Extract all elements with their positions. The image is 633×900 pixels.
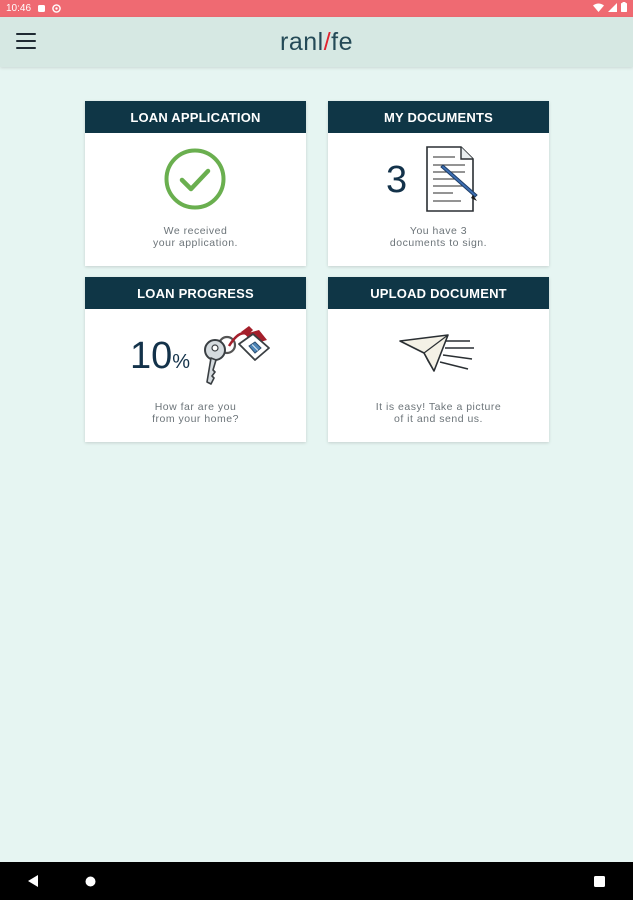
my-documents-card[interactable] bbox=[328, 101, 549, 266]
brand-slash: / bbox=[323, 28, 332, 56]
system-navigation-bar bbox=[0, 862, 633, 900]
notification-icon bbox=[37, 4, 46, 13]
loan-progress-title: LOAN PROGRESS bbox=[137, 285, 254, 301]
loan-progress-percent-sign: % bbox=[172, 351, 191, 373]
loan-progress-caption-line2: from your home? bbox=[152, 413, 239, 425]
loan-application-caption-line2: your application. bbox=[153, 237, 238, 249]
status-right bbox=[593, 2, 627, 15]
loan-progress-percent: 10 bbox=[130, 335, 173, 377]
loan-application-caption-line1: We received bbox=[163, 225, 228, 237]
loan-progress-value bbox=[130, 335, 190, 378]
loan-progress-caption-line1: How far are you bbox=[154, 401, 237, 413]
brand-logo bbox=[0, 28, 633, 57]
upload-document-caption bbox=[328, 401, 549, 425]
upload-document-title: UPLOAD DOCUMENT bbox=[370, 285, 507, 301]
loan-progress-caption bbox=[85, 401, 306, 425]
app-bar bbox=[0, 17, 633, 67]
status-bar bbox=[0, 0, 633, 17]
my-documents-title: MY DOCUMENTS bbox=[383, 109, 494, 125]
my-documents-caption-line1: You have 3 bbox=[409, 225, 468, 237]
battery-icon bbox=[621, 2, 627, 15]
my-documents-caption-line2: documents to sign. bbox=[389, 237, 488, 249]
brand-text-end: fe bbox=[331, 28, 353, 56]
documents-count: 3 bbox=[386, 159, 408, 201]
check-circle-icon bbox=[163, 147, 227, 211]
house-keys-icon bbox=[197, 322, 277, 388]
upload-document-caption-line2: of it and send us. bbox=[394, 413, 483, 425]
brand-text-start: ranl bbox=[280, 28, 324, 56]
loan-application-title: LOAN APPLICATION bbox=[130, 109, 261, 125]
status-left bbox=[6, 3, 61, 14]
upload-document-header bbox=[328, 277, 549, 309]
wifi-icon bbox=[593, 3, 604, 15]
loan-application-caption bbox=[85, 225, 306, 249]
my-documents-header bbox=[328, 101, 549, 133]
my-documents-caption bbox=[328, 225, 549, 249]
home-icon[interactable] bbox=[85, 876, 96, 887]
loan-progress-header bbox=[85, 277, 306, 309]
loan-application-card[interactable] bbox=[85, 101, 306, 266]
loan-progress-card[interactable] bbox=[85, 277, 306, 442]
data-saver-icon bbox=[52, 4, 61, 13]
document-sign-icon bbox=[425, 145, 479, 213]
back-icon[interactable] bbox=[28, 875, 40, 887]
loan-application-header bbox=[85, 101, 306, 133]
status-time: 10:46 bbox=[6, 3, 32, 14]
paper-plane-icon bbox=[398, 331, 478, 379]
signal-icon bbox=[608, 3, 617, 15]
upload-document-card[interactable] bbox=[328, 277, 549, 442]
recents-icon[interactable] bbox=[594, 876, 605, 887]
upload-document-caption-line1: It is easy! Take a picture bbox=[375, 401, 502, 413]
